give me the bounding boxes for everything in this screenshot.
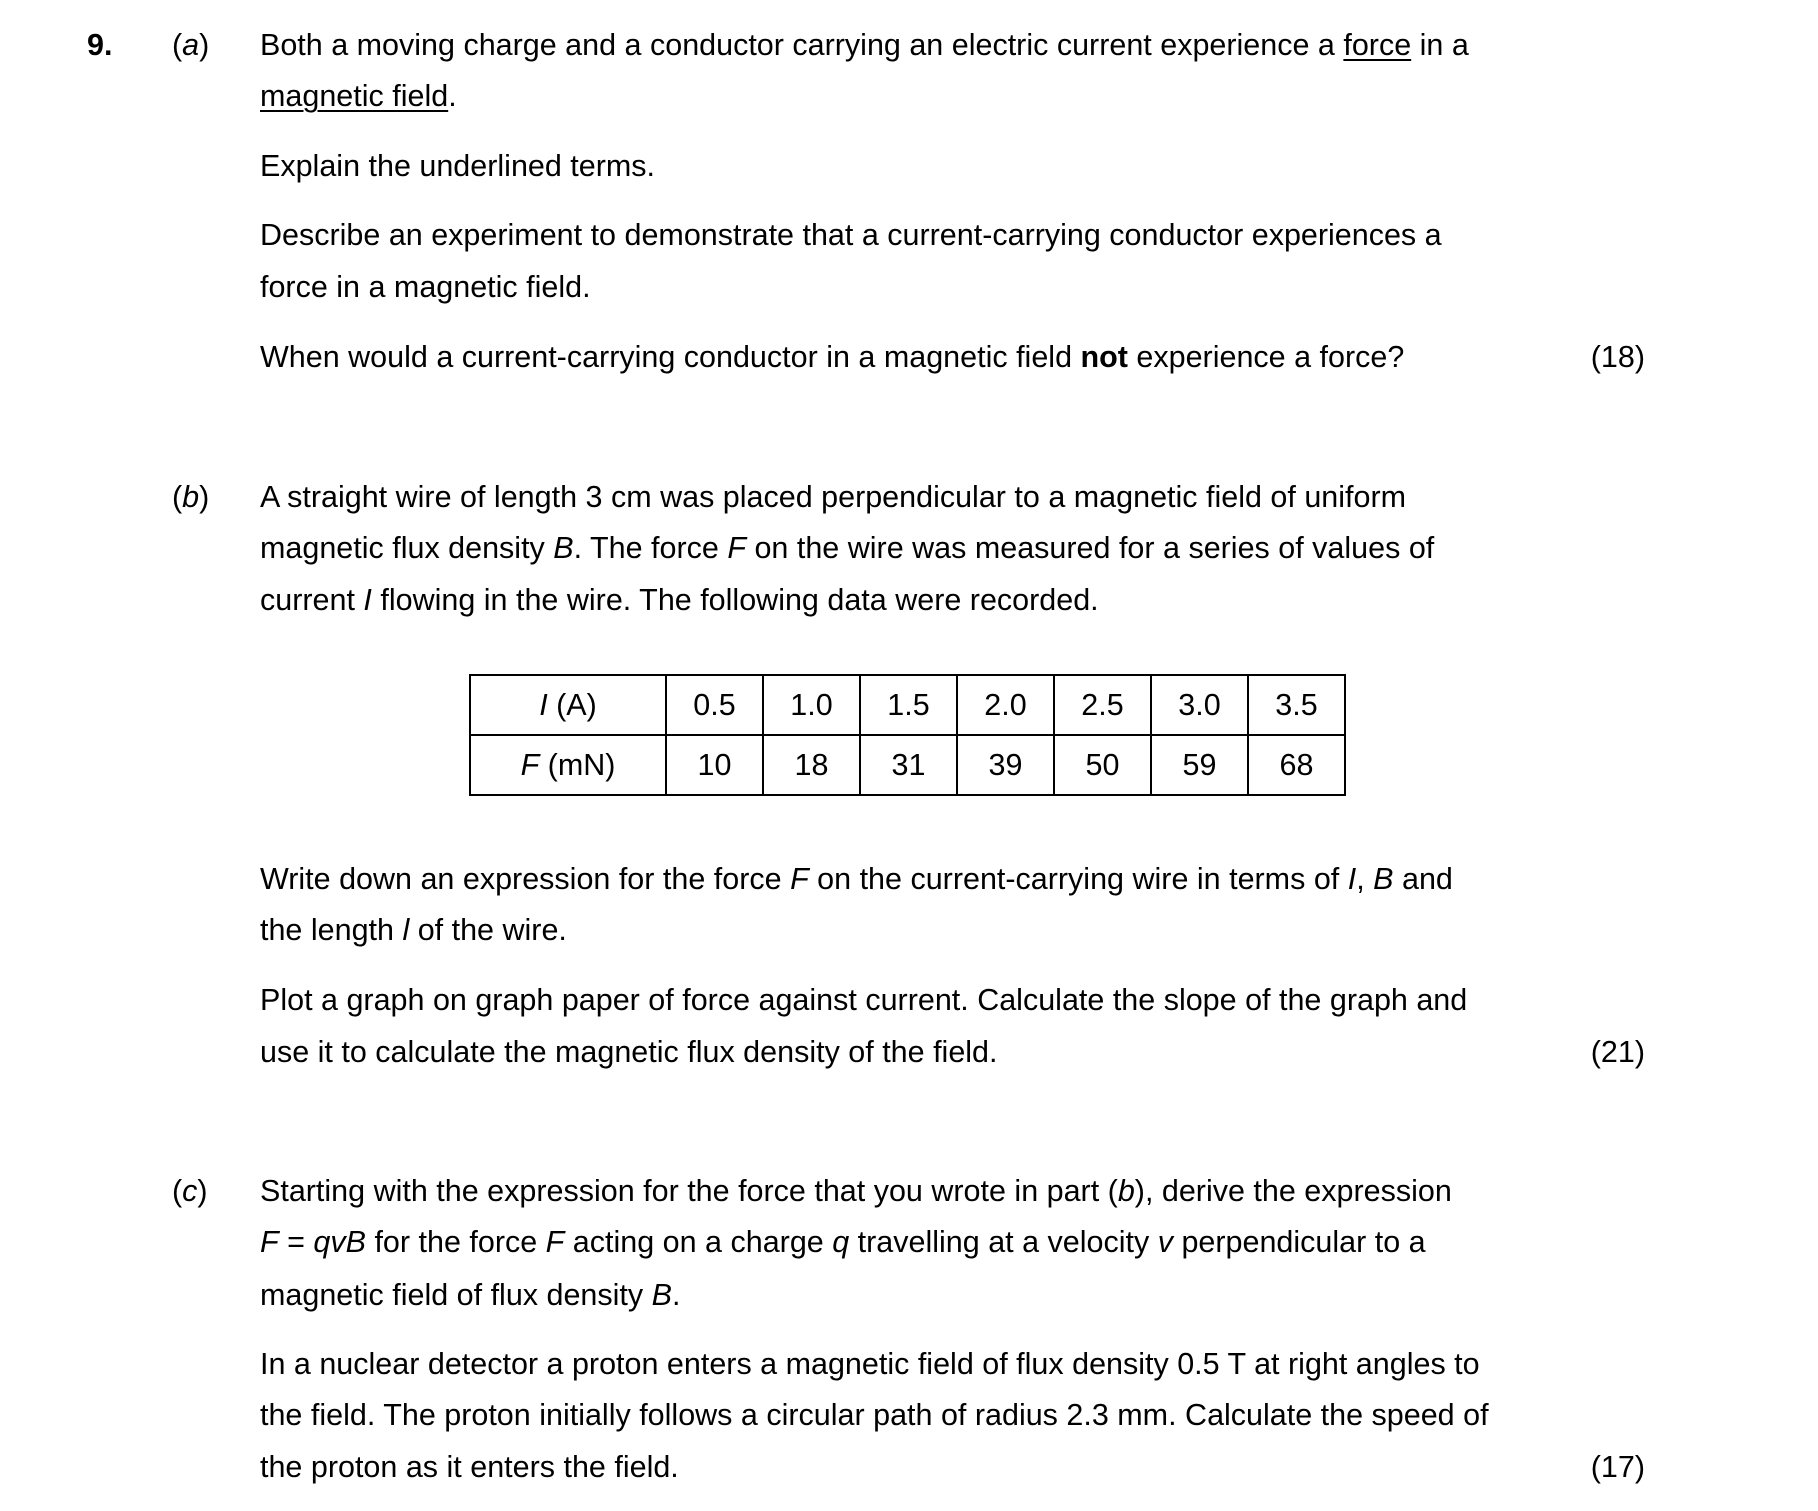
text: on the current-carrying wire in terms of xyxy=(808,862,1348,896)
table-row-force xyxy=(470,735,1345,795)
table-row-current xyxy=(470,675,1345,735)
variable-q: q xyxy=(832,1225,850,1259)
text: experience a force? xyxy=(1127,340,1405,374)
equals-sign: = xyxy=(278,1225,314,1259)
part-a-marks: (18) xyxy=(1590,340,1645,374)
part-letter: c xyxy=(182,1174,198,1208)
text: and xyxy=(1393,862,1453,896)
paren-open: ( xyxy=(172,28,183,62)
part-a-line-5: force in a magnetic field. xyxy=(260,270,591,304)
table-cell: 3.5 xyxy=(1248,675,1345,735)
row-header-current xyxy=(470,675,666,735)
text: ), derive the expression xyxy=(1134,1174,1452,1208)
text: current xyxy=(260,583,364,617)
paren-close: ) xyxy=(199,480,210,514)
paren-open: ( xyxy=(172,1174,183,1208)
text: for the force xyxy=(365,1225,546,1259)
variable-B: B xyxy=(1373,862,1394,896)
table-cell: 50 xyxy=(1054,735,1151,795)
text: on the wire was measured for a series of values of xyxy=(745,531,1435,565)
part-c-line-5: the field. The proton initially follows a circular path of radius 2.3 mm. Calculate the speed of xyxy=(260,1398,1489,1432)
part-c-marks: (17) xyxy=(1590,1450,1645,1484)
part-b-line-5 xyxy=(260,912,567,948)
part-b-line-1: A straight wire of length 3 cm was placed perpendicular to a magnetic field of uniform xyxy=(260,480,1407,514)
table-cell: 68 xyxy=(1248,735,1345,795)
variable-I: I xyxy=(1347,862,1357,896)
text: Starting with the expression for the force that you wrote in part ( xyxy=(260,1174,1118,1208)
part-b-line-4 xyxy=(260,861,1453,897)
variable-B: B xyxy=(553,531,574,565)
part-ref-b: b xyxy=(1117,1174,1135,1208)
unit: (mN) xyxy=(539,747,616,782)
text: . xyxy=(671,1278,681,1312)
part-b-label xyxy=(172,479,209,515)
table-cell: 1.5 xyxy=(860,675,957,735)
part-c-line-2 xyxy=(260,1224,1426,1260)
text: . The force xyxy=(573,531,728,565)
text: magnetic flux density xyxy=(260,531,554,565)
variable-v: v xyxy=(1157,1225,1173,1259)
part-a-label xyxy=(172,27,209,63)
data-table xyxy=(469,674,1346,796)
table-cell: 2.0 xyxy=(957,675,1054,735)
underlined-term-force: force xyxy=(1343,28,1412,62)
variable-F: F xyxy=(790,862,809,896)
part-c-line-4: In a nuclear detector a proton enters a magnetic field of flux density 0.5 T at right angles to xyxy=(260,1347,1480,1381)
part-b-line-3 xyxy=(260,582,1099,618)
paren-close: ) xyxy=(199,28,210,62)
text: in a xyxy=(1411,28,1469,62)
part-letter: a xyxy=(182,28,200,62)
variable-B: B xyxy=(651,1278,672,1312)
table-cell: 59 xyxy=(1151,735,1248,795)
part-a-line-3: Explain the underlined terms. xyxy=(260,149,656,183)
part-a-line-1 xyxy=(260,27,1469,63)
table-cell: 2.5 xyxy=(1054,675,1151,735)
table-cell: 3.0 xyxy=(1151,675,1248,735)
table-cell: 18 xyxy=(763,735,860,795)
part-b-marks: (21) xyxy=(1590,1035,1645,1069)
part-a-line-6 xyxy=(260,339,1404,375)
part-b-line-7: use it to calculate the magnetic flux density of the field. xyxy=(260,1035,998,1069)
part-c-label xyxy=(172,1173,208,1209)
part-c-line-1 xyxy=(260,1173,1452,1209)
text: When would a current-carrying conductor in a magnetic field xyxy=(260,340,1081,374)
text: flowing in the wire. The following data were recorded. xyxy=(371,583,1099,617)
variable-F: F xyxy=(260,1225,279,1259)
text: the length xyxy=(260,913,403,947)
paren-close: ) xyxy=(197,1174,208,1208)
text: acting on a charge xyxy=(564,1225,833,1259)
variable-F: F xyxy=(545,1225,565,1259)
table-cell: 39 xyxy=(957,735,1054,795)
table-cell: 1.0 xyxy=(763,675,860,735)
paren-open: ( xyxy=(172,480,183,514)
variable-I: I xyxy=(539,687,548,722)
part-letter: b xyxy=(182,480,200,514)
variable-I: I xyxy=(363,583,372,617)
text: travelling at a velocity xyxy=(849,1225,1158,1259)
table-cell: 31 xyxy=(860,735,957,795)
text: of the wire. xyxy=(409,913,567,947)
question-number: 9. xyxy=(87,28,113,62)
text: , xyxy=(1356,862,1374,896)
part-b-line-6: Plot a graph on graph paper of force against current. Calculate the slope of the graph and xyxy=(260,983,1468,1017)
text: perpendicular to a xyxy=(1172,1225,1426,1259)
text: . xyxy=(448,79,457,113)
variable-F: F xyxy=(727,531,746,565)
text: Write down an expression for the force xyxy=(260,862,791,896)
formula-qvB: qvB xyxy=(313,1225,366,1259)
unit: (A) xyxy=(547,687,597,722)
emphasis-not: not xyxy=(1080,340,1128,374)
row-header-force xyxy=(470,735,666,795)
underlined-term-magnetic-field: magnetic field xyxy=(260,79,449,113)
text: Both a moving charge and a conductor carrying an electric current experience a xyxy=(260,28,1344,62)
part-a-line-4: Describe an experiment to demonstrate that a current-carrying conductor experiences a xyxy=(260,218,1442,252)
text: magnetic field of flux density xyxy=(260,1278,652,1312)
variable-l: l xyxy=(402,913,410,947)
part-c-line-6: the proton as it enters the field. xyxy=(260,1450,679,1484)
table-cell: 0.5 xyxy=(666,675,763,735)
variable-F: F xyxy=(520,747,540,782)
part-c-line-3 xyxy=(260,1277,680,1313)
table-cell: 10 xyxy=(666,735,763,795)
part-a-line-2 xyxy=(260,78,457,114)
part-b-line-2 xyxy=(260,530,1434,566)
